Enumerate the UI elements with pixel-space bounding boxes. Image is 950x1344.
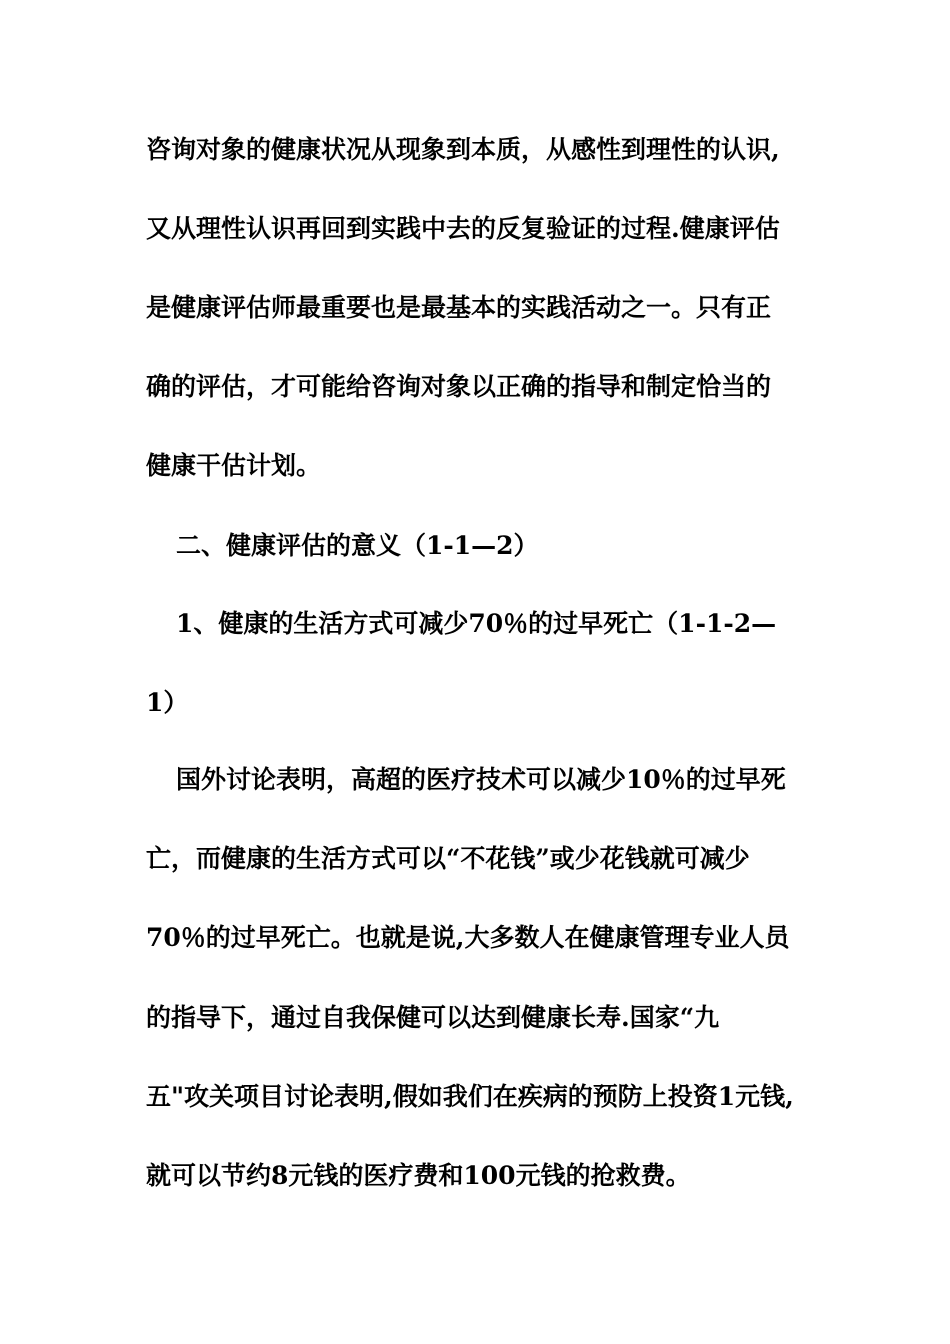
paragraph-line: 就可以节约8元钱的医疗费和100元钱的抢救费。 [146,1161,691,1190]
paragraph-line: 咨询对象的健康状况从现象到本质，从感性到理性的认识, [146,135,780,164]
paragraph-line: 亡，而健康的生活方式可以“不花钱”或少花钱就可减少 [146,844,750,873]
paragraph-line: 70％的过早死亡。也就是说,大多数人在健康管理专业人员 [146,923,790,952]
paragraph-line: 又从理性认识再回到实践中去的反复验证的过程.健康评估 [146,214,780,243]
section-heading: 二、健康评估的意义（1-1—2） [176,531,539,560]
subsection-heading-continuation: 1） [146,688,189,717]
paragraph-line: 健康干估计划。 [146,451,322,480]
paragraph-line: 是健康评估师最重要也是最基本的实践活动之一。只有正 [146,293,772,322]
paragraph-line: 的指导下，通过自我保健可以达到健康长寿.国家“九 [146,1003,720,1032]
paragraph-line: 五"攻关项目讨论表明,假如我们在疾病的预防上投资1元钱, [146,1082,794,1111]
paragraph-line: 确的评估，才可能给咨询对象以正确的指导和制定恰当的 [146,372,772,401]
paragraph-line: 国外讨论表明，高超的医疗技术可以减少10％的过早死 [176,765,786,794]
subsection-heading: 1、健康的生活方式可减少70％的过早死亡（1-1-2— [176,609,777,638]
